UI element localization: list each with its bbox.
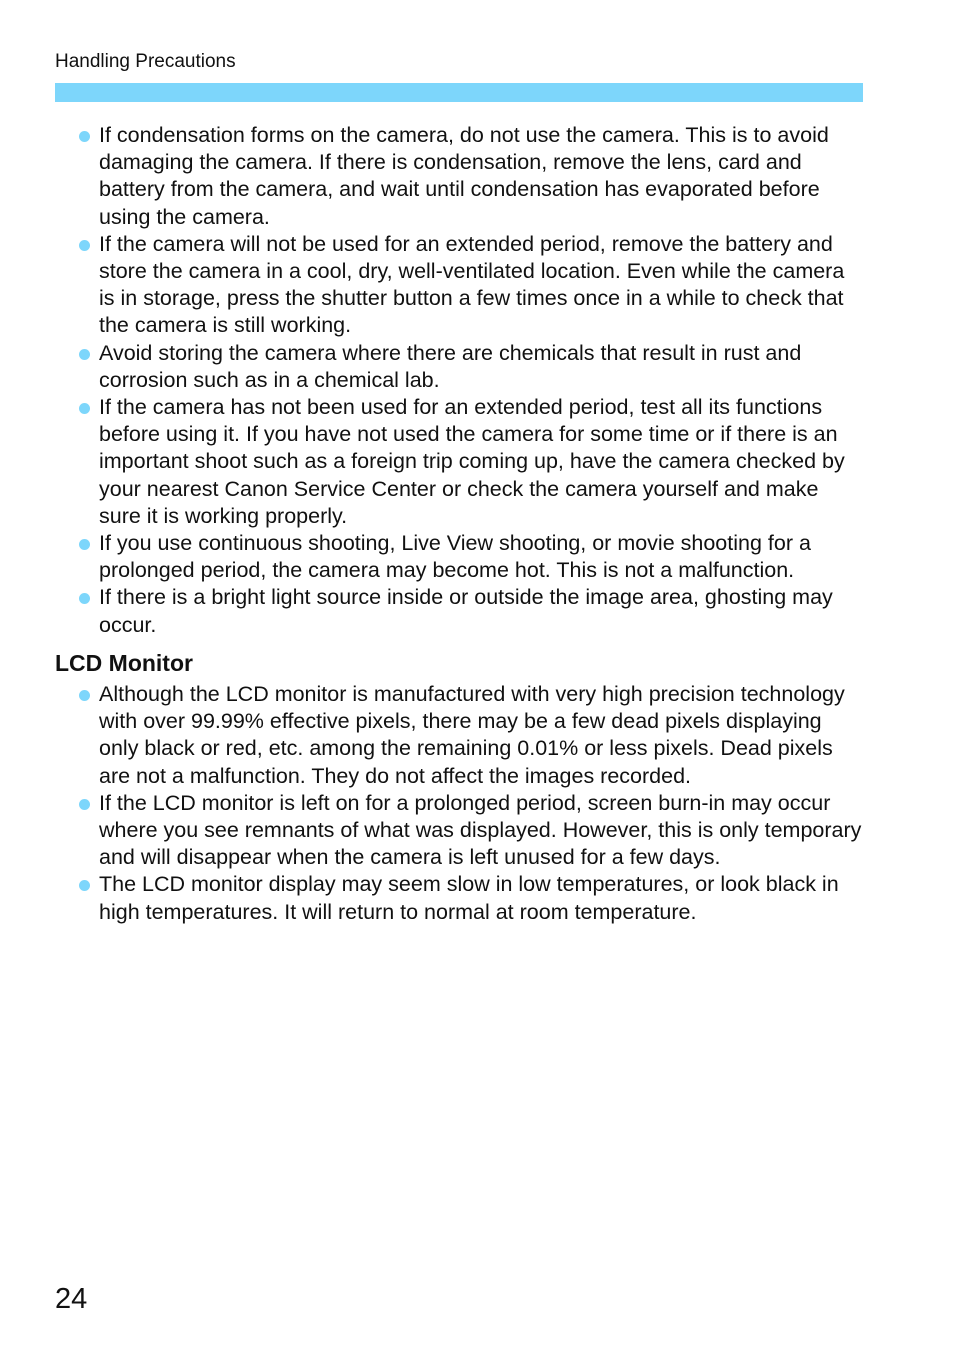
list-item <box>55 681 865 790</box>
list-item <box>55 871 865 925</box>
list-item <box>55 530 865 584</box>
list-item <box>55 394 865 530</box>
list-item <box>55 790 865 872</box>
circle-bullet-icon <box>79 131 90 142</box>
circle-bullet-icon <box>79 690 90 701</box>
lcd-monitor-list <box>55 681 865 926</box>
header-bar <box>55 83 863 102</box>
list-item <box>55 231 865 340</box>
lcd-monitor-heading: LCD Monitor <box>55 650 193 676</box>
circle-bullet-icon <box>79 349 90 360</box>
circle-bullet-icon <box>79 539 90 550</box>
list-item-text: Avoid storing the camera where there are chemicals that result in rust and corrosion such as in a chemical lab. <box>99 340 802 392</box>
list-item <box>55 340 865 394</box>
list-item-text: If the camera will not be used for an extended period, remove the battery and store the camera in a cool, dry, well-ventilated location. Even while the camera is in storage, press the shutter button a few times once in a while to check that the camera is still working. <box>99 231 845 338</box>
list-item-text: The LCD monitor display may seem slow in low temperatures, or look black in high temperatures. It will return to normal at room temperature. <box>99 872 839 924</box>
circle-bullet-icon <box>79 880 90 891</box>
page-number: 24 <box>55 1283 88 1315</box>
list-item <box>55 584 865 638</box>
circle-bullet-icon <box>79 799 90 810</box>
list-item-text: If the camera has not been used for an extended period, test all its functions before using it. If you have not used the camera for some time or if there is an important shoot such as a foreign trip coming up, have the camera checked by your nearest Canon Service Center or check the camera yourself and make sure it is working properly. <box>99 395 845 528</box>
circle-bullet-icon <box>79 240 90 251</box>
general-precautions-list <box>55 122 865 639</box>
circle-bullet-icon <box>79 593 90 604</box>
list-item-text: Although the LCD monitor is manufactured with very high precision technology with over 99.99% effective pixels, there may be a few dead pixels displaying only black or red, etc. among the remaining 0.01% or less pixels. Dead pixels are not a malfunction. They do not affect the images recorded. <box>99 682 845 788</box>
section-label: Handling Precautions <box>55 51 236 72</box>
circle-bullet-icon <box>79 403 90 414</box>
list-item-text: If condensation forms on the camera, do not use the camera. This is to avoid damaging the camera. If there is condensation, remove the lens, card and battery from the camera, and wait until condensation has evaporated before using the camera. <box>99 123 829 229</box>
list-item-text: If the LCD monitor is left on for a prolonged period, screen burn-in may occur where you see remnants of what was displayed. However, this is only temporary and will disappear when the camera is left unused for a few days. <box>99 790 862 870</box>
list-item-text: If you use continuous shooting, Live View shooting, or movie shooting for a prolonged period, the camera may become hot. This is not a malfunction. <box>99 531 811 583</box>
list-item-text: If there is a bright light source inside or outside the image area, ghosting may occur. <box>99 585 833 637</box>
list-item <box>55 122 865 231</box>
